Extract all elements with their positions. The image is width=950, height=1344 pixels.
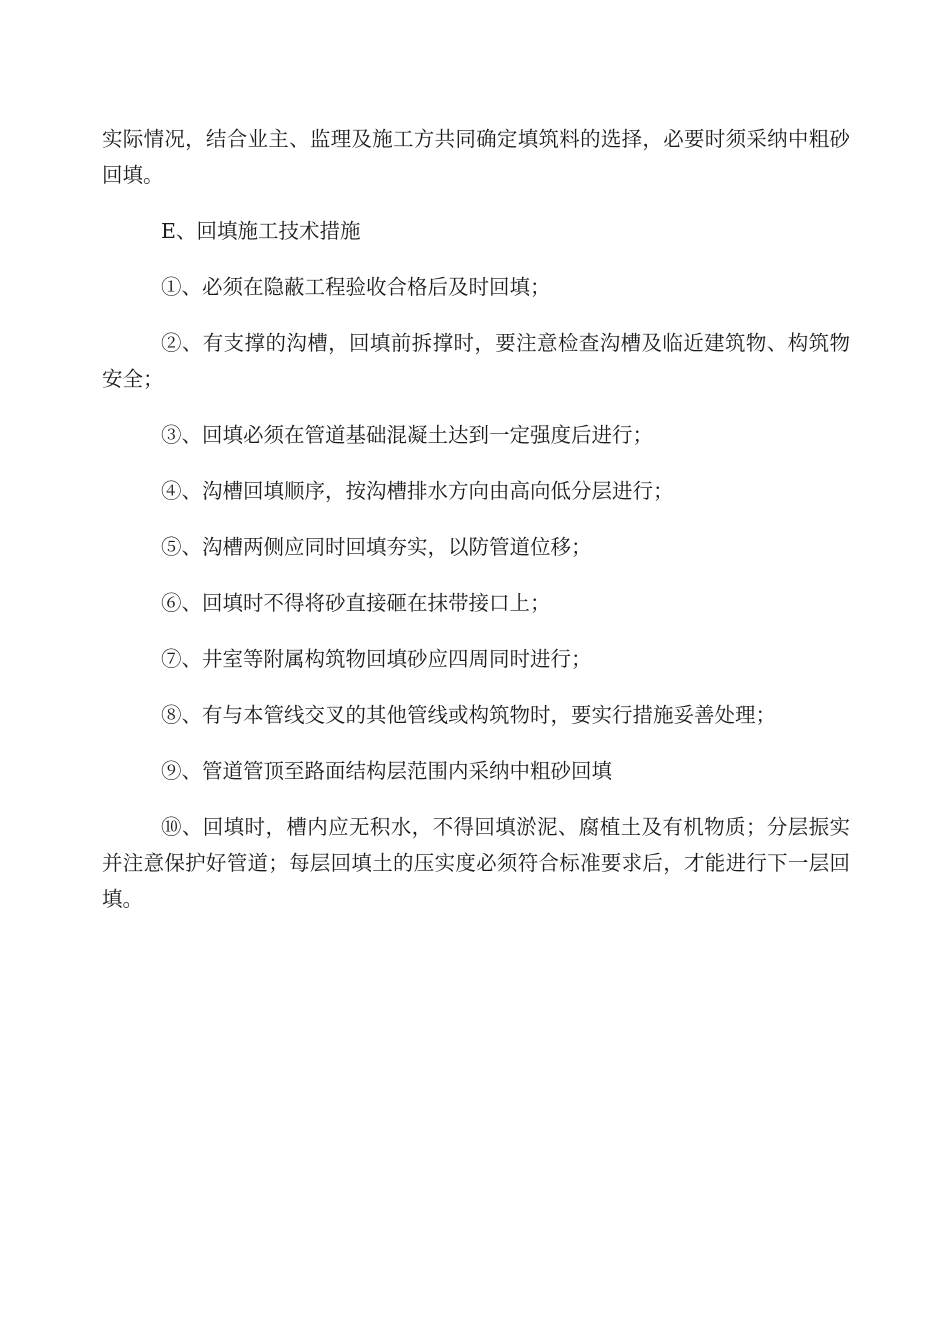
list-item-8: ⑧、有与本管线交叉的其他管线或构筑物时，要实行措施妥善处理； — [161, 703, 776, 727]
paragraph-continuation: 实际情况，结合业主、监理及施工方共同确定填筑料的选择，必要时须采纳中粗砂回填。 — [102, 127, 850, 187]
list-item-3: ③、回填必须在管道基础混凝土达到一定强度后进行； — [161, 423, 653, 447]
list-item-9: ⑨、管道管顶至路面结构层范围内采纳中粗砂回填 — [161, 759, 612, 783]
list-item-5: ⑤、沟槽两侧应同时回填夯实，以防管道位移； — [161, 535, 592, 559]
list-item-6: ⑥、回填时不得将砂直接砸在抹带接口上； — [161, 591, 551, 615]
document-body — [102, 121, 850, 937]
list-item-2: ②、有支撑的沟槽，回填前拆撑时，要注意检查沟槽及临近建筑物、构筑物安全； — [102, 331, 850, 391]
list-item-10: ⑩、回填时，槽内应无积水，不得回填淤泥、腐植土及有机物质；分层振实并注意保护好管道；每层回填土的压实度必须符合标准要求后，才能进行下一层回填。 — [102, 815, 850, 911]
section-heading-e: E、回填施工技术措施 — [161, 219, 361, 243]
list-item-1: ①、必须在隐蔽工程验收合格后及时回填； — [161, 275, 551, 299]
list-item-7: ⑦、井室等附属构筑物回填砂应四周同时进行； — [161, 647, 592, 671]
list-item-4: ④、沟槽回填顺序，按沟槽排水方向由高向低分层进行； — [161, 479, 674, 503]
